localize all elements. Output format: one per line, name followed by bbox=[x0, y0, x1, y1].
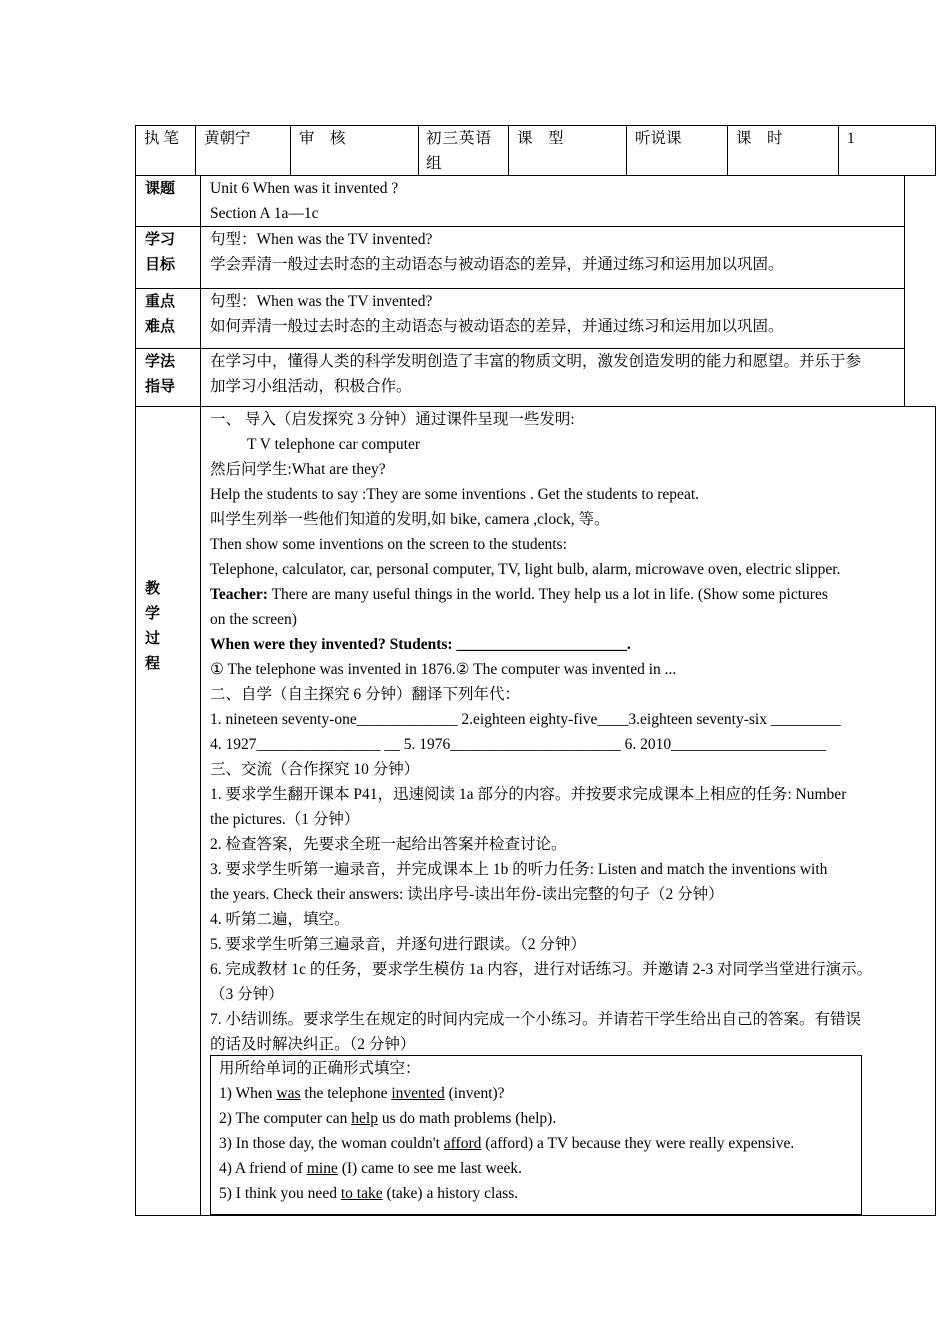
process-line: 叫学生列举一些他们知道的发明,如 bike, camera ,clock, 等。 bbox=[210, 511, 610, 528]
process-line: 1. 要求学生翻开课本 P41，迅速阅读 1a 部分的内容。并按要求完成课本上相应的任务: Number bbox=[210, 786, 847, 803]
process-line: the pictures.（1 分钟） bbox=[210, 811, 360, 828]
goals-line-1: 句型：When was the TV invented? bbox=[210, 231, 433, 248]
header-divider bbox=[838, 125, 839, 176]
method-line-1: 在学习中，懂得人类的科学发明创造了丰富的物质文明，激发创造发明的能力和愿望。并乐于参 bbox=[210, 353, 862, 370]
exercise-item: 4) A friend of mine (I) came to see me last week. bbox=[219, 1160, 523, 1177]
process-line: 三、交流（合作探究 10 分钟） bbox=[210, 761, 420, 778]
process-line: 二、自学（自主探究 6 分钟）翻译下列年代： bbox=[210, 686, 521, 703]
process-line: 3. 要求学生听第一遍录音，并完成课本上 1b 的听力任务: Listen and match the inventions with bbox=[210, 861, 828, 878]
header-divider bbox=[195, 125, 196, 176]
process-label: 教学过程 bbox=[145, 579, 161, 672]
process-line: 2. 检查答案，先要求全班一起给出答案并检查讨论。 bbox=[210, 836, 567, 853]
header-divider bbox=[626, 125, 627, 176]
topic-line-1: Unit 6 When was it invented ? bbox=[210, 180, 399, 197]
answer: afford bbox=[443, 1135, 482, 1152]
teacher-line-cont: on the screen) bbox=[210, 611, 297, 628]
author-label: 执 笔 bbox=[144, 130, 179, 147]
type-value: 听说课 bbox=[635, 130, 682, 147]
teacher-label: Teacher: bbox=[210, 586, 268, 603]
header-divider bbox=[290, 125, 291, 176]
hours-value: 1 bbox=[847, 130, 855, 147]
method-label: 学法指导 bbox=[145, 352, 176, 395]
process-line: 1. nineteen seventy-one_____________ 2.eighteen eighty-five____3.eighteen seventy-six _________ bbox=[210, 711, 841, 728]
process-line: Telephone, calculator, car, personal computer, TV, light bulb, alarm, microwave oven, electric slipper. bbox=[210, 561, 841, 578]
exercise-item: 5) I think you need to take (take) a history class. bbox=[219, 1185, 519, 1202]
goals-label: 学习目标 bbox=[145, 230, 176, 273]
exercise-item: 3) In those day, the woman couldn't afford (afford) a TV because they were really expensive. bbox=[219, 1135, 795, 1152]
answer: invented bbox=[391, 1085, 445, 1102]
process-line: 的话及时解决纠正。（2 分钟） bbox=[210, 1036, 416, 1053]
process-line: Then show some inventions on the screen to the students: bbox=[210, 536, 567, 553]
header-divider bbox=[508, 125, 509, 176]
answer: help bbox=[351, 1110, 378, 1127]
type-label: 课 型 bbox=[517, 130, 564, 147]
method-line-2: 加学习小组活动，积极合作。 bbox=[210, 378, 412, 395]
process-line: 7. 小结训练。要求学生在规定的时间内完成一个小练习。并请若干学生给出自己的答案。有错误 bbox=[210, 1011, 862, 1028]
exercise-title: 用所给单词的正确形式填空： bbox=[219, 1060, 421, 1077]
process-line: （3 分钟） bbox=[210, 986, 284, 1003]
author-name: 黄朝宁 bbox=[204, 130, 251, 147]
keypoints-line-1: 句型：When was the TV invented? bbox=[210, 293, 433, 310]
process-line: 一、 导入（启发探究 3 分钟）通过课件呈现一些发明: bbox=[210, 411, 575, 428]
process-line: the years. Check their answers: 读出序号-读出年份-读出完整的句子（2 分钟） bbox=[210, 886, 724, 903]
question-line: When were they invented? Students: ______________________. bbox=[210, 636, 631, 653]
goals-line-2: 学会弄清一般过去时态的主动语态与被动语态的差异，并通过练习和运用加以巩固。 bbox=[210, 256, 784, 273]
header-divider bbox=[727, 125, 728, 176]
process-line: T V telephone car computer bbox=[247, 436, 421, 453]
process-line: ① The telephone was invented in 1876.② The computer was invented in ... bbox=[210, 661, 677, 678]
review-group: 初三英语组 bbox=[426, 130, 493, 172]
process-line: 4. 听第二遍，填空。 bbox=[210, 911, 350, 928]
hours-label: 课 时 bbox=[736, 130, 783, 147]
process-line: Help the students to say :They are some inventions . Get the students to repeat. bbox=[210, 486, 699, 503]
keypoints-line-2: 如何弄清一般过去时态的主动语态与被动语态的差异，并通过练习和运用加以巩固。 bbox=[210, 318, 784, 335]
keypoints-label: 重点难点 bbox=[145, 292, 176, 335]
exercise-item: 1) When was the telephone invented (invent)? bbox=[219, 1085, 505, 1102]
process-line: 5. 要求学生听第三遍录音，并逐句进行跟读。（2 分钟） bbox=[210, 936, 586, 953]
answer: mine bbox=[306, 1160, 338, 1177]
process-line: 4. 1927________________ __ 5. 1976______________________ 6. 2010____________________ bbox=[210, 736, 827, 753]
header-divider bbox=[418, 125, 419, 176]
review-label: 审 核 bbox=[299, 130, 346, 147]
exercise-item: 2) The computer can help us do math problems (help). bbox=[219, 1110, 557, 1127]
topic-line-2: Section A 1a—1c bbox=[210, 205, 319, 222]
topic-label: 课题 bbox=[145, 179, 176, 197]
process-line: 然后问学生:What are they? bbox=[210, 461, 386, 478]
process-line: 6. 完成教材 1c 的任务，要求学生模仿 1a 内容，进行对话练习。并邀请 2-3 对同学当堂进行演示。 bbox=[210, 961, 873, 978]
teacher-text: There are many useful things in the world. They help us a lot in life. (Show some pictures bbox=[267, 586, 828, 603]
teacher-line bbox=[210, 582, 828, 607]
answer: was bbox=[276, 1085, 301, 1102]
answer: to take bbox=[340, 1185, 383, 1202]
